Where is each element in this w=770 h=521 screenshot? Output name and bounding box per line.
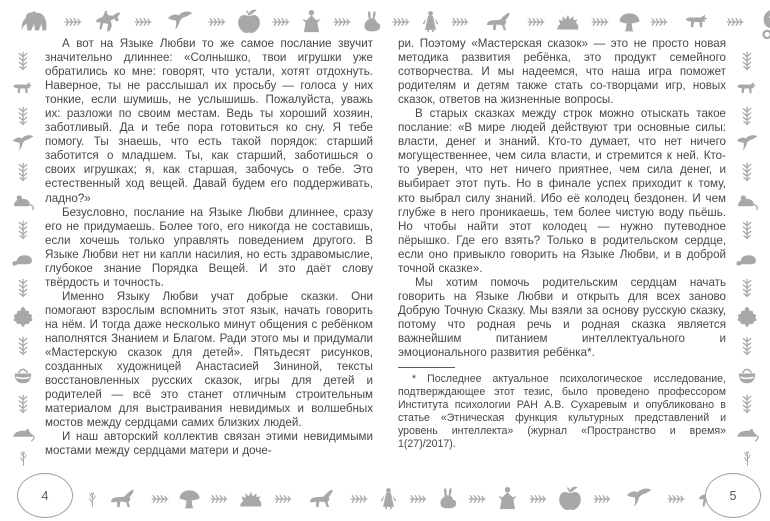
twig-icon xyxy=(460,490,494,508)
right-page-main-text xyxy=(398,37,726,360)
twig-icon xyxy=(585,490,619,508)
sprout-icon xyxy=(84,487,101,511)
apple-icon xyxy=(234,7,264,37)
swallow-icon xyxy=(732,133,762,155)
twig-icon xyxy=(200,13,234,31)
twig-icon xyxy=(342,490,376,508)
paragraph: И наш авторский коллектив связан этими невидимыми мостами между сердцами матери и доче- xyxy=(45,430,373,458)
page-number-left xyxy=(17,473,73,518)
hedgehog-icon xyxy=(236,487,266,512)
twig-v-icon xyxy=(13,271,33,305)
wolf-icon xyxy=(676,10,718,34)
twig-v-icon xyxy=(13,155,33,189)
paragraph: В старых сказках между строк можно отыскать такое послание: «В мире людей действуют три основные силы: власти, денег и знаний. Кто-то думает, что нет ничего могущественнее, чем сила власти, и стремится к ней. Кто-то уверен, что нет ничего приятнее, чем сила денег, и выбирает этот путь. Но в финале успех приходит к тому, кто выбрал силу знаний. Ибо её колодец бездонен. И чем глубже в него проникаешь, тем более чистую воду пьёшь. Но чтобы найти этот колодец — нужно путеводное пёрышко. Где его взять? Только в родительском сердце, если оно привыкло говорить на Языке Любви, и в доброй точной сказке». xyxy=(398,107,726,275)
twig-v-icon xyxy=(737,387,757,421)
right-margin-ornaments xyxy=(730,44,764,455)
girl-icon xyxy=(418,7,443,37)
twig-v-icon xyxy=(737,44,757,78)
fox-icon xyxy=(477,9,519,35)
twig-icon xyxy=(266,490,300,508)
fairy-icon xyxy=(494,484,521,514)
paragraph: Мы хотим помочь родительским сердцам начать говорить на Языке Любви и открыть для всех заново Добрую Точную Сказку. Мы взяли за основу русскую сказку, потому что родная речь и родная сказка является важнейшим питанием интеллектуального и эмоционального развития ребёнка*. xyxy=(398,275,726,360)
page-number-right xyxy=(705,473,761,518)
wolf-icon xyxy=(6,78,40,99)
twig-v-icon xyxy=(13,387,33,421)
rat-icon xyxy=(11,421,35,445)
twig-icon xyxy=(401,490,435,508)
mushroom-icon xyxy=(617,8,642,36)
swallow-icon xyxy=(160,9,200,35)
horse-rider-icon xyxy=(90,7,126,37)
twig-icon xyxy=(718,13,752,31)
apple-icon xyxy=(555,484,585,514)
beaver-icon xyxy=(11,247,35,271)
swallow-icon xyxy=(8,133,38,155)
twig-v-icon xyxy=(13,44,33,78)
rat-icon xyxy=(735,421,759,445)
top-ornament-border xyxy=(12,5,758,39)
left-page-text xyxy=(45,37,373,458)
twig-icon xyxy=(56,13,90,31)
basket-icon xyxy=(735,363,759,387)
twig-icon xyxy=(659,490,693,508)
twig-v-icon xyxy=(737,155,757,189)
paragraph: Именно Языку Любви учат добрые сказки. Они помогают взрослым вспомнить этот язык, начать говорить на нём. И тогда даже несколько минут общения с ребёнком наполнятся Знанием и Благом. Ради этого мы и придумали «Мастерскую сказок для детей». Пятьдесят рисунков, созданных художницей Анастасией Зининой, тексты восстановленных русских сказок, игры для детей и родителей — всё это станет отличным строительным материалом для выстраивания невидимых и волшебных мостов между сердцами самих близких людей. xyxy=(45,289,373,430)
rabbit-icon xyxy=(435,484,460,514)
twig-icon xyxy=(521,490,555,508)
fox-icon xyxy=(101,486,143,512)
left-margin-ornaments xyxy=(6,44,40,455)
mushroom-icon xyxy=(177,485,202,513)
beaver-icon xyxy=(735,247,759,271)
twig-icon xyxy=(443,13,477,31)
sprout-icon xyxy=(15,445,32,471)
right-page-text xyxy=(398,37,726,451)
twig-v-icon xyxy=(737,329,757,363)
carriage-icon xyxy=(752,4,770,40)
mouse-icon xyxy=(735,189,759,213)
bear-icon xyxy=(12,7,56,37)
oak-leaf-icon xyxy=(11,305,35,329)
twig-v-icon xyxy=(737,213,757,247)
paragraph: ри. Поэтому «Мастерская сказок» — это не просто новая методика развития ребёнка, это продукт семейного сотворчества. И мы надеемся, что наша игра поможет родителям и детям также стать со-творцами игр, новых сказок, ответов на жизненные вопросы. xyxy=(398,37,726,107)
twig-icon xyxy=(264,13,298,31)
twig-icon xyxy=(384,13,418,31)
twig-icon xyxy=(642,13,676,31)
rabbit-icon xyxy=(359,7,384,37)
twig-icon xyxy=(583,13,617,31)
footnote-text: * Последнее актуальное психологическое исследование, подтверждающее этот тезис, было проведено профессором Института психологии РАН А.В. Сухаревым и опубликовано в статье «Этническая функция культурных представлений и уровень интеллекта» (журнал «Пространство и время» 1(27)/2017). xyxy=(398,373,726,450)
hedgehog-icon xyxy=(553,10,583,35)
twig-icon xyxy=(126,13,160,31)
sprout-icon xyxy=(739,445,756,471)
bottom-ornament-border xyxy=(84,483,690,515)
twig-v-icon xyxy=(737,271,757,305)
twig-v-icon xyxy=(13,213,33,247)
fairy-icon xyxy=(298,7,325,37)
twig-v-icon xyxy=(737,99,757,133)
paragraph: А вот на Языке Любви то же самое послание звучит значительно длиннее: «Солнышко, твои игрушки уже обратились ко мне: говорят, что устали, хотят отдохнуть. Наверное, ты не расслышал их просьбу — голоса у них тонкие, если шумишь, не услышишь. Пожалуйста, уважь их: разложи по своим местам. Ведь ты хороший хозяин, заботливый. Да и тебе пора готовиться ко сну. Я тебе помогу. Ты знаешь, что есть такой порядок: старший заботится о младшем. Ты, как старший, заботишься о своих игрушках; я, как старшая, забочусь о тебе. Это естественный ход вещей. Давай будем его поддерживать, ладно?» xyxy=(45,37,373,205)
footnote xyxy=(398,367,726,450)
twig-icon xyxy=(143,490,177,508)
wolf-icon xyxy=(730,78,764,99)
mouse-icon xyxy=(11,189,35,213)
swallow-icon xyxy=(619,486,659,512)
twig-icon xyxy=(325,13,359,31)
paragraph: Безусловно, послание на Языке Любви длиннее, сразу его не придумаешь. Более того, его никогда не составишь, если хочешь только управлять поведением другого. В Языке Любви нет ни капли насилия, но есть здравомыслие, глубокое знание Порядка Вещей. И это даёт слову твёрдость и точность. xyxy=(45,205,373,289)
footnote-separator xyxy=(398,367,455,368)
girl-icon xyxy=(376,484,401,514)
twig-icon xyxy=(202,490,236,508)
fox-icon xyxy=(300,486,342,512)
oak-leaf-icon xyxy=(735,305,759,329)
twig-v-icon xyxy=(13,329,33,363)
page-number-right-value: 5 xyxy=(729,488,737,503)
twig-icon xyxy=(519,13,553,31)
page-number-left-value: 4 xyxy=(41,488,49,503)
basket-icon xyxy=(11,363,35,387)
twig-v-icon xyxy=(13,99,33,133)
